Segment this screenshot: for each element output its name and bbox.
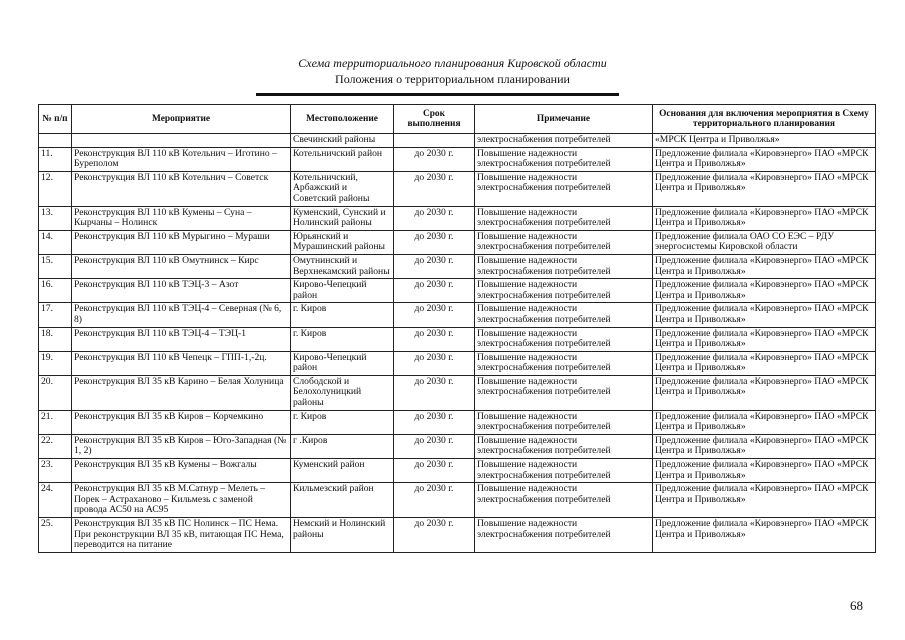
column-header-event: Мероприятие bbox=[72, 105, 291, 134]
cell-note: Повышение надежности электроснабжения потребителей bbox=[475, 230, 653, 254]
cell-number bbox=[39, 134, 72, 148]
cell-note: Повышение надежности электроснабжения потребителей bbox=[475, 518, 653, 553]
measures-table bbox=[38, 104, 876, 553]
cell-number: 21. bbox=[39, 410, 72, 434]
cell-event: Реконструкция ВЛ 110 кВ Мурыгино – Мураши bbox=[72, 230, 291, 254]
cell-event: Реконструкция ВЛ 35 кВ М.Сатнур – Мелеть – Порек – Астраханово – Кильмезь с заменой провода АС50 на АС95 bbox=[72, 483, 291, 518]
cell-event bbox=[72, 134, 291, 148]
cell-number: 17. bbox=[39, 303, 72, 327]
cell-location: Котельничский, Арбажский и Советский районы bbox=[291, 171, 394, 206]
cell-location: Кильмезский район bbox=[291, 483, 394, 518]
cell-event: Реконструкция ВЛ 35 кВ Карино – Белая Холуница bbox=[72, 375, 291, 410]
cell-number: 16. bbox=[39, 279, 72, 303]
cell-basis: Предложение филиала «Кировэнерго» ПАО «МРСК Центра и Приволжья» bbox=[653, 434, 876, 458]
cell-deadline: до 2030 г. bbox=[394, 206, 475, 230]
cell-note: Повышение надежности электроснабжения потребителей bbox=[475, 171, 653, 206]
cell-deadline: до 2030 г. bbox=[394, 375, 475, 410]
cell-number: 18. bbox=[39, 327, 72, 351]
cell-deadline: до 2030 г. bbox=[394, 410, 475, 434]
cell-deadline: до 2030 г. bbox=[394, 303, 475, 327]
cell-basis: Предложение филиала «Кировэнерго» ПАО «МРСК Центра и Приволжья» bbox=[653, 206, 876, 230]
cell-event: Реконструкция ВЛ 35 кВ Киров – Корчемкино bbox=[72, 410, 291, 434]
cell-location: Кирово-Чепецкий район bbox=[291, 351, 394, 375]
cell-location: г. Киров bbox=[291, 303, 394, 327]
cell-number: 13. bbox=[39, 206, 72, 230]
cell-deadline: до 2030 г. bbox=[394, 434, 475, 458]
cell-basis: Предложение филиала «Кировэнерго» ПАО «МРСК Центра и Приволжья» bbox=[653, 254, 876, 278]
cell-basis: Предложение филиала ОАО СО ЕЭС – РДУ энергосистемы Кировской области bbox=[653, 230, 876, 254]
cell-basis: Предложение филиала «Кировэнерго» ПАО «МРСК Центра и Приволжья» bbox=[653, 410, 876, 434]
cell-location: г. Киров bbox=[291, 410, 394, 434]
cell-event: Реконструкция ВЛ 110 кВ ТЭЦ-4 – ТЭЦ-1 bbox=[72, 327, 291, 351]
cell-note: Повышение надежности электроснабжения потребителей bbox=[475, 483, 653, 518]
table-row bbox=[39, 518, 876, 553]
cell-note: Повышение надежности электроснабжения потребителей bbox=[475, 434, 653, 458]
cell-note: Повышение надежности электроснабжения потребителей bbox=[475, 279, 653, 303]
cell-location: Юрьянский и Мурашинский районы bbox=[291, 230, 394, 254]
document-title: Схема территориального планирования Кировской области bbox=[298, 56, 607, 70]
table-body bbox=[39, 134, 876, 553]
cell-event: Реконструкция ВЛ 110 кВ Кумены – Суна – Кырчаны – Нолинск bbox=[72, 206, 291, 230]
cell-note: Повышение надежности электроснабжения потребителей bbox=[475, 303, 653, 327]
cell-basis: Предложение филиала «Кировэнерго» ПАО «МРСК Центра и Приволжья» bbox=[653, 147, 876, 171]
cell-location: Кирово-Чепецкий район bbox=[291, 279, 394, 303]
table-row bbox=[39, 230, 876, 254]
table-header-row bbox=[39, 105, 876, 134]
cell-basis: Предложение филиала «Кировэнерго» ПАО «МРСК Центра и Приволжья» bbox=[653, 351, 876, 375]
cell-number: 23. bbox=[39, 459, 72, 483]
cell-note: Повышение надежности электроснабжения потребителей bbox=[475, 351, 653, 375]
cell-location: Свечинский районы bbox=[291, 134, 394, 148]
cell-note: Повышение надежности электроснабжения потребителей bbox=[475, 206, 653, 230]
cell-event: Реконструкция ВЛ 110 кВ Котельнич – Советск bbox=[72, 171, 291, 206]
cell-deadline: до 2030 г. bbox=[394, 351, 475, 375]
cell-deadline: до 2030 г. bbox=[394, 483, 475, 518]
cell-number: 11. bbox=[39, 147, 72, 171]
column-header-number: № п/п bbox=[39, 105, 72, 134]
document-header bbox=[0, 56, 905, 86]
cell-event: Реконструкция ВЛ 110 кВ ТЭЦ-4 – Северная (№ 6, 8) bbox=[72, 303, 291, 327]
table-row bbox=[39, 351, 876, 375]
cell-deadline: до 2030 г. bbox=[394, 171, 475, 206]
cell-deadline: до 2030 г. bbox=[394, 459, 475, 483]
cell-event: Реконструкция ВЛ 35 кВ ПС Нолинск – ПС Нема. При реконструкции ВЛ 35 кВ, питающая ПС Нема, переводится на питание bbox=[72, 518, 291, 553]
cell-note: Повышение надежности электроснабжения потребителей bbox=[475, 375, 653, 410]
cell-number: 14. bbox=[39, 230, 72, 254]
cell-basis: Предложение филиала «Кировэнерго» ПАО «МРСК Центра и Приволжья» bbox=[653, 171, 876, 206]
cell-note: Повышение надежности электроснабжения потребителей bbox=[475, 254, 653, 278]
table-row bbox=[39, 171, 876, 206]
column-header-location: Местоположение bbox=[291, 105, 394, 134]
cell-deadline: до 2030 г. bbox=[394, 279, 475, 303]
cell-number: 15. bbox=[39, 254, 72, 278]
cell-deadline: до 2030 г. bbox=[394, 518, 475, 553]
cell-location: Немский и Нолинский районы bbox=[291, 518, 394, 553]
cell-note: Повышение надежности электроснабжения потребителей bbox=[475, 410, 653, 434]
table-row bbox=[39, 327, 876, 351]
table-row bbox=[39, 303, 876, 327]
document-subtitle: Положения о территориальном планировании bbox=[335, 72, 570, 86]
cell-number: 12. bbox=[39, 171, 72, 206]
cell-number: 24. bbox=[39, 483, 72, 518]
column-header-deadline: Срок выполнения bbox=[394, 105, 475, 134]
cell-event: Реконструкция ВЛ 110 кВ Чепецк – ГПП-1,-2ц. bbox=[72, 351, 291, 375]
table-row bbox=[39, 375, 876, 410]
cell-event: Реконструкция ВЛ 110 кВ ТЭЦ-3 – Азот bbox=[72, 279, 291, 303]
cell-location: Куменский, Сунский и Нолинский районы bbox=[291, 206, 394, 230]
cell-event: Реконструкция ВЛ 110 кВ Котельнич – Иготино – Буреполом bbox=[72, 147, 291, 171]
page-number: 68 bbox=[850, 598, 863, 613]
cell-note: Повышение надежности электроснабжения потребителей bbox=[475, 459, 653, 483]
table-row bbox=[39, 410, 876, 434]
cell-location: г. Киров bbox=[291, 327, 394, 351]
cell-location: Слободской и Белохолуницкий районы bbox=[291, 375, 394, 410]
cell-note: электроснабжения потребителей bbox=[475, 134, 653, 148]
cell-location: г .Киров bbox=[291, 434, 394, 458]
cell-note: Повышение надежности электроснабжения потребителей bbox=[475, 327, 653, 351]
cell-basis: Предложение филиала «Кировэнерго» ПАО «МРСК Центра и Приволжья» bbox=[653, 303, 876, 327]
cell-basis: Предложение филиала «Кировэнерго» ПАО «МРСК Центра и Приволжья» bbox=[653, 279, 876, 303]
cell-deadline: до 2030 г. bbox=[394, 254, 475, 278]
cell-deadline: до 2030 г. bbox=[394, 147, 475, 171]
table-row bbox=[39, 254, 876, 278]
cell-deadline bbox=[394, 134, 475, 148]
cell-location: Куменский район bbox=[291, 459, 394, 483]
cell-deadline: до 2030 г. bbox=[394, 327, 475, 351]
table-row bbox=[39, 206, 876, 230]
cell-deadline: до 2030 г. bbox=[394, 230, 475, 254]
cell-note: Повышение надежности электроснабжения потребителей bbox=[475, 147, 653, 171]
cell-location: Котельничский район bbox=[291, 147, 394, 171]
table-row-continuation bbox=[39, 134, 876, 148]
cell-event: Реконструкция ВЛ 35 кВ Киров – Юго-Западная (№ 1, 2) bbox=[72, 434, 291, 458]
table-row bbox=[39, 459, 876, 483]
table-row bbox=[39, 434, 876, 458]
cell-event: Реконструкция ВЛ 35 кВ Кумены – Вожгалы bbox=[72, 459, 291, 483]
cell-basis: «МРСК Центра и Приволжья» bbox=[653, 134, 876, 148]
cell-basis: Предложение филиала «Кировэнерго» ПАО «МРСК Центра и Приволжья» bbox=[653, 483, 876, 518]
cell-basis: Предложение филиала «Кировэнерго» ПАО «МРСК Центра и Приволжья» bbox=[653, 518, 876, 553]
cell-basis: Предложение филиала «Кировэнерго» ПАО «МРСК Центра и Приволжья» bbox=[653, 327, 876, 351]
cell-event: Реконструкция ВЛ 110 кВ Омутнинск – Кирс bbox=[72, 254, 291, 278]
cell-number: 25. bbox=[39, 518, 72, 553]
header-rule bbox=[256, 93, 619, 96]
table-row bbox=[39, 483, 876, 518]
cell-basis: Предложение филиала «Кировэнерго» ПАО «МРСК Центра и Приволжья» bbox=[653, 375, 876, 410]
column-header-note: Примечание bbox=[475, 105, 653, 134]
table-row bbox=[39, 279, 876, 303]
table-row bbox=[39, 147, 876, 171]
cell-number: 22. bbox=[39, 434, 72, 458]
column-header-basis: Основания для включения мероприятия в Схему территориального планирования bbox=[653, 105, 876, 134]
cell-basis: Предложение филиала «Кировэнерго» ПАО «МРСК Центра и Приволжья» bbox=[653, 459, 876, 483]
cell-location: Омутнинский и Верхнекамский районы bbox=[291, 254, 394, 278]
cell-number: 20. bbox=[39, 375, 72, 410]
cell-number: 19. bbox=[39, 351, 72, 375]
